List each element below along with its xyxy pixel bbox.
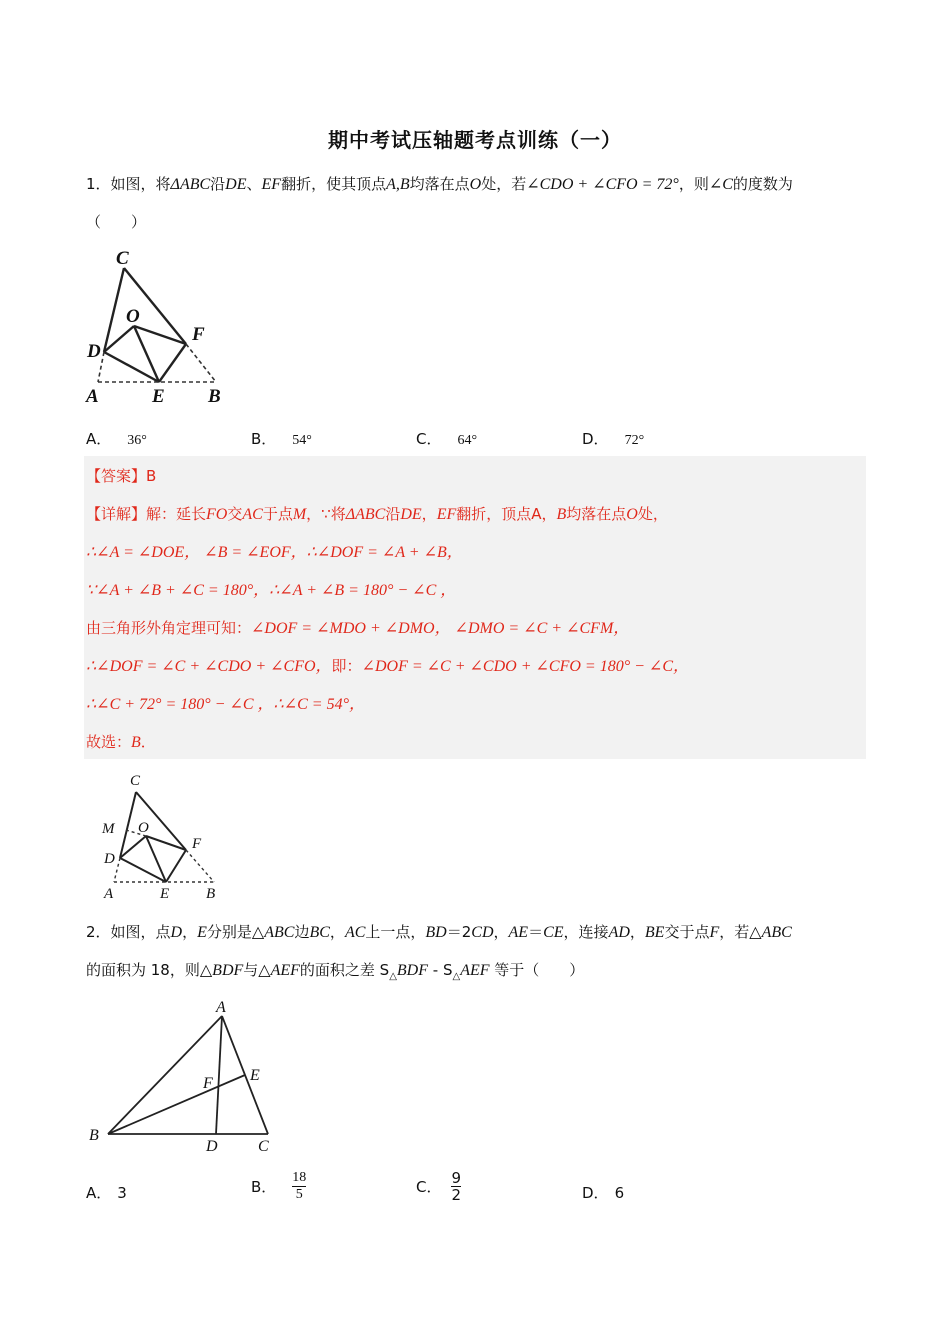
- q1-detail-line-7: 故选：B．: [86, 733, 156, 751]
- q1-line-cd: [104, 268, 124, 352]
- q2-stem-line-1: 2．如图，点D，E分别是△ABC边BC，AC上一点，BD＝2CD，AE＝CE，连接AD，BE交于点F，若△ABC: [86, 923, 792, 941]
- q1-stem-text: 的度数为: [732, 175, 793, 193]
- q1-condition: ∠CDO + ∠CFO = 72°: [526, 176, 679, 193]
- q1-label-e: E: [152, 386, 165, 407]
- sol-label-b: B: [206, 886, 216, 902]
- q2-label-a: A: [216, 999, 226, 1016]
- q1-dashed-fb: [186, 344, 216, 382]
- q2-line-ad: [216, 1016, 222, 1134]
- q1-segment-de: DE: [225, 176, 247, 193]
- sol-dashed-da: [114, 858, 120, 882]
- q2-option-c[interactable]: C． $\frac{9}{2}$: [416, 1169, 462, 1204]
- q2-option-c-fraction: $\frac{9}{2}$: [451, 1169, 462, 1204]
- q2-option-d[interactable]: D． 6: [582, 1184, 625, 1202]
- q2-option-b-fraction: $\frac{18}{5}$: [292, 1170, 307, 1202]
- q1-detail-line-3: ∵∠A + ∠B + ∠C = 180°，∴∠A + ∠B = 180° − ∠C ，: [86, 582, 457, 599]
- q1-label-o: O: [126, 306, 140, 327]
- q2-label-e: E: [250, 1067, 260, 1084]
- q1-stem-text: 、: [246, 175, 262, 193]
- q1-stem-text: 沿: [210, 175, 226, 193]
- q1-line-de: [104, 352, 159, 382]
- sol-line-cd: [120, 792, 136, 858]
- q1-label-f: F: [192, 324, 205, 345]
- q1-answer: [86, 466, 156, 486]
- sol-label-o: O: [138, 820, 149, 836]
- q1-detail-line-5: ∴∠DOF = ∠C + ∠CDO + ∠CFO，即：∠DOF = ∠C + ∠CDO + ∠CFO = 180° − ∠C，: [86, 657, 689, 675]
- q1-stem: [86, 174, 793, 195]
- q1-option-a[interactable]: A． 36°: [86, 430, 147, 448]
- q1-triangle: ΔABC: [170, 176, 211, 193]
- sol-line-ef: [166, 850, 186, 882]
- q1-line-ef: [159, 344, 186, 382]
- q2-figure: [84, 996, 284, 1158]
- q2-option-b[interactable]: B． $\frac{18}{5}$: [251, 1170, 307, 1202]
- q1-label-b: B: [208, 386, 221, 407]
- q1-detail-line-2: ∴∠A = ∠DOE， ∠B = ∠EOF，∴∠DOF = ∠A + ∠B，: [86, 544, 463, 561]
- q1-segment-ef: EF: [261, 176, 282, 193]
- q2-label-c: C: [258, 1138, 269, 1155]
- q1-label-d: D: [87, 341, 101, 362]
- sol-label-e: E: [160, 886, 170, 902]
- q1-stem-text: 处，若: [481, 175, 527, 193]
- q1-label-c: C: [116, 248, 129, 269]
- q2-option-a[interactable]: A． 3: [86, 1184, 127, 1202]
- q2-label-b: B: [89, 1127, 99, 1144]
- q2-stem-line-2: 的面积为 18，则△BDF与△AEF的面积之差 $S_\triangle BDF - S_\triangle AEF$ 等于（ ）: [86, 961, 585, 982]
- q1-option-c[interactable]: C． 64°: [416, 430, 478, 448]
- q1-detail-line-6: ∴∠C + 72° = 180° − ∠C ，∴∠C = 54°，: [86, 696, 365, 713]
- q1-option-b[interactable]: B． 54°: [251, 430, 312, 448]
- q1-detail-line-1: 【详解】解：延长FO交AC于点M，∵将ΔABC沿DE，EF翻折，顶点A，B均落在点O处，: [86, 505, 668, 523]
- detail-label: 【详解】: [86, 505, 147, 523]
- q2-label-d: D: [206, 1138, 218, 1155]
- q1-solution-figure: [90, 766, 240, 906]
- q2-line-be: [108, 1075, 245, 1134]
- q1-stem-text: ，则: [678, 175, 709, 193]
- sol-label-f: F: [192, 836, 202, 852]
- q1-points-ab: A,B: [386, 176, 410, 193]
- q2-label-f: F: [203, 1075, 213, 1092]
- q1-point-o: O: [469, 176, 482, 193]
- sol-line-de: [120, 858, 166, 882]
- q1-stem-text: 翻折，使其顶点: [281, 175, 387, 193]
- q1-option-d[interactable]: D． 72°: [582, 430, 645, 448]
- q1-stem-text: 均落在点: [409, 175, 470, 193]
- page-title: 期中考试压轴题考点训练（一）: [328, 128, 622, 152]
- answer-label: 【答案】: [86, 467, 147, 485]
- q1-figure: [84, 244, 244, 410]
- q1-label-a: A: [86, 386, 99, 407]
- sol-label-d: D: [104, 851, 115, 867]
- sol-dashed-fb: [186, 850, 214, 882]
- sol-label-m: M: [102, 821, 115, 837]
- q1-bracket: （ ）: [86, 213, 147, 231]
- q1-angle-c: ∠C: [708, 176, 733, 193]
- answer-value: B: [146, 467, 157, 485]
- q1-stem-text: 1．如图，将: [86, 175, 171, 193]
- sol-label-a: A: [104, 886, 114, 902]
- q1-detail-line-4: 由三角形外角定理可知：∠DOF = ∠MDO + ∠DMO， ∠DMO = ∠C + ∠CFM，: [86, 619, 630, 637]
- sol-label-c: C: [130, 773, 141, 789]
